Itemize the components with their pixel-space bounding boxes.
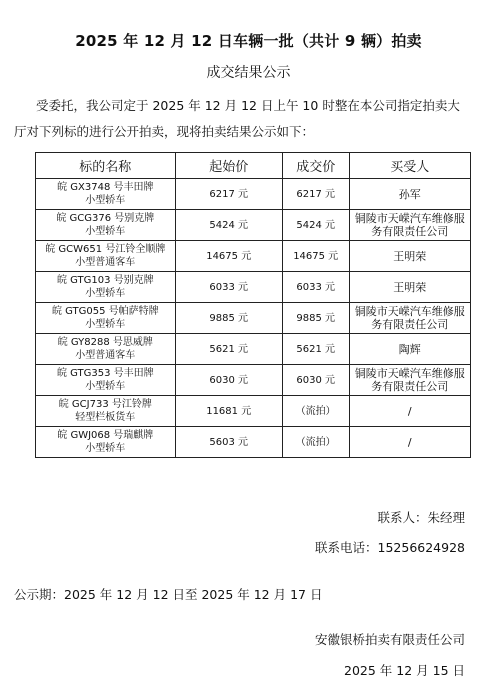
header-deal-price: 成交价 [282, 153, 349, 179]
company-name: 安徽银桥拍卖有限责任公司 [314, 632, 465, 647]
header-buyer: 买受人 [349, 153, 470, 179]
cell-item-name [36, 179, 176, 210]
item-name-line-2: 小型轿车 [85, 195, 126, 206]
item-name-line-2: 小型轿车 [85, 319, 126, 330]
cell-deal-price: 9885 元 [282, 303, 349, 334]
item-name-line-2: 小型轿车 [85, 288, 126, 299]
cell-item-name [36, 396, 176, 427]
cell-deal-price: 6030 元 [282, 365, 349, 396]
cell-deal-price: 6033 元 [282, 272, 349, 303]
cell-start-price: 5621 元 [175, 334, 282, 365]
cell-item-name [36, 303, 176, 334]
cell-deal-price: （流拍） [282, 427, 349, 458]
cell-deal-price: 5424 元 [282, 210, 349, 241]
item-name-line-1: 皖 GTG103 号别克牌 [56, 275, 154, 286]
cell-buyer: / [349, 396, 470, 427]
table-row [36, 272, 471, 303]
table-header-row [36, 153, 471, 179]
item-name-line-1: 皖 GX3748 号丰田牌 [57, 182, 154, 193]
cell-start-price: 11681 元 [175, 396, 282, 427]
cell-item-name [36, 427, 176, 458]
cell-start-price: 9885 元 [175, 303, 282, 334]
cell-item-name [36, 241, 176, 272]
table-row [36, 241, 471, 272]
cell-buyer: 铜陵市天嵘汽车维修服务有限责任公司 [349, 303, 470, 334]
document-title: 2025 年 12 月 12 日车辆一批（共计 9 辆）拍卖 [75, 32, 422, 50]
cell-start-price: 6217 元 [175, 179, 282, 210]
cell-start-price: 14675 元 [175, 241, 282, 272]
cell-item-name [36, 334, 176, 365]
cell-buyer: 王明荣 [349, 272, 470, 303]
item-name-line-2: 小型轿车 [85, 443, 126, 454]
cell-buyer: 王明荣 [349, 241, 470, 272]
cell-buyer: 铜陵市天嵘汽车维修服务有限责任公司 [349, 365, 470, 396]
cell-deal-price: （流拍） [282, 396, 349, 427]
auction-results-table [35, 152, 471, 458]
cell-deal-price: 14675 元 [282, 241, 349, 272]
table-row [36, 396, 471, 427]
contact-phone: 联系电话：15256624928 [315, 540, 465, 555]
cell-item-name [36, 365, 176, 396]
intro-paragraph [14, 93, 484, 145]
header-item-name: 标的名称 [36, 153, 176, 179]
item-name-line-1: 皖 GTG353 号丰田牌 [56, 368, 154, 379]
table-row [36, 210, 471, 241]
item-name-line-2: 小型轿车 [85, 381, 126, 392]
table-row [36, 303, 471, 334]
document-subtitle: 成交结果公示 [206, 65, 291, 81]
item-name-line-2: 小型轿车 [85, 226, 126, 237]
item-name-line-1: 皖 GY8288 号思威牌 [57, 337, 153, 348]
item-name-line-1: 皖 GWJ068 号瑞麒牌 [57, 430, 154, 441]
header-start-price: 起始价 [175, 153, 282, 179]
cell-buyer: 孙军 [349, 179, 470, 210]
item-name-line-2: 小型普通客车 [75, 257, 136, 268]
item-name-line-1: 皖 GCJ733 号江铃牌 [58, 399, 152, 410]
item-name-line-2: 小型普通客车 [75, 350, 136, 361]
cell-buyer: 铜陵市天嵘汽车维修服务有限责任公司 [349, 210, 470, 241]
table-row [36, 365, 471, 396]
item-name-line-1: 皖 GTG055 号帕萨特牌 [51, 306, 159, 317]
cell-start-price: 6033 元 [175, 272, 282, 303]
contact-person: 联系人：朱经理 [377, 510, 465, 525]
cell-item-name [36, 210, 176, 241]
item-name-line-2: 轻型栏板货车 [75, 412, 136, 423]
intro-line-1: 受委托，我公司定于 2025 年 12 月 12 日上午 10 时整在本公司指定拍卖大 [36, 98, 460, 113]
cell-buyer: 陶辉 [349, 334, 470, 365]
cell-deal-price: 5621 元 [282, 334, 349, 365]
issue-date: 2025 年 12 月 15 日 [344, 663, 465, 678]
table-row [36, 427, 471, 458]
cell-start-price: 5603 元 [175, 427, 282, 458]
cell-start-price: 6030 元 [175, 365, 282, 396]
cell-item-name [36, 272, 176, 303]
intro-line-2: 厅对下列标的进行公开拍卖，现将拍卖结果公示如下： [14, 124, 315, 139]
public-period: 公示期：2025 年 12 月 12 日至 2025 年 12 月 17 日 [14, 587, 323, 602]
table-row [36, 179, 471, 210]
cell-buyer: / [349, 427, 470, 458]
table-row [36, 334, 471, 365]
item-name-line-1: 皖 GCW651 号江铃全顺牌 [45, 244, 166, 255]
cell-start-price: 5424 元 [175, 210, 282, 241]
item-name-line-1: 皖 GCG376 号别克牌 [56, 213, 155, 224]
cell-deal-price: 6217 元 [282, 179, 349, 210]
